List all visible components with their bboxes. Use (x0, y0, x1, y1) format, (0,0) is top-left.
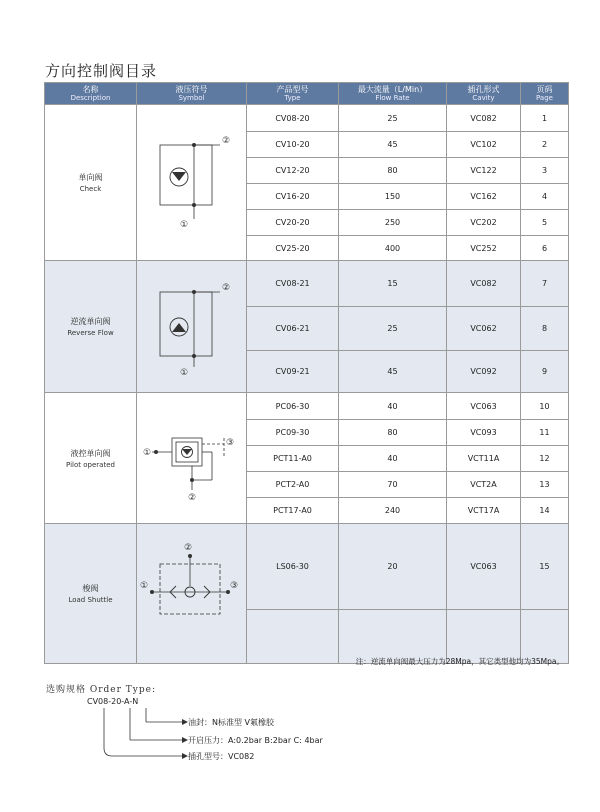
group-name-load-shuttle: 梭阀 Load Shuttle (45, 524, 137, 664)
cavity-cell: VC062 (447, 307, 521, 351)
flow-cell: 240 (339, 498, 447, 524)
type-cell: PC09-30 (247, 420, 339, 446)
type-cell: PCT2-A0 (247, 472, 339, 498)
flow-cell: 150 (339, 184, 447, 210)
group-name-check: 单向阀 Check (45, 105, 137, 261)
type-cell: PCT11-A0 (247, 446, 339, 472)
type-cell: CV12-20 (247, 158, 339, 184)
type-cell: PCT17-A0 (247, 498, 339, 524)
cavity-cell: VC093 (447, 420, 521, 446)
svg-text:③: ③ (225, 438, 234, 448)
pressure-note: 注：逆流单向阀最大压力为28Mpa，其它类型他均为35Mpa。 (355, 657, 564, 666)
type-cell: CV08-20 (247, 105, 339, 132)
page-cell: 5 (521, 210, 569, 236)
cavity-cell: VC252 (447, 236, 521, 261)
cavity-cell: VC063 (447, 524, 521, 610)
svg-text:①: ① (139, 580, 148, 591)
flow-cell: 40 (339, 446, 447, 472)
type-cell: CV16-20 (247, 184, 339, 210)
cavity-cell: VC202 (447, 210, 521, 236)
header-flow-rate: 最大流量（L/Min） Flow Rate (339, 83, 447, 105)
flow-cell: 25 (339, 105, 447, 132)
cavity-cell: VCT17A (447, 498, 521, 524)
flow-cell: 250 (339, 210, 447, 236)
svg-text:③: ③ (229, 580, 238, 591)
page-cell: 6 (521, 236, 569, 261)
order-cavity-option: 插孔型号：VC082 (188, 752, 255, 761)
flow-cell: 15 (339, 261, 447, 307)
type-cell: CV25-20 (247, 236, 339, 261)
flow-cell: 45 (339, 132, 447, 158)
flow-cell: 20 (339, 524, 447, 610)
cavity-cell: VC082 (447, 105, 521, 132)
svg-text:②: ② (221, 282, 230, 293)
page-cell: 14 (521, 498, 569, 524)
order-type-title: 选购规格 Order Type: (46, 685, 156, 695)
page-title: 方向控制阀目录 (45, 62, 158, 80)
cavity-cell: VC122 (447, 158, 521, 184)
page-cell: 11 (521, 420, 569, 446)
type-cell: CV06-21 (247, 307, 339, 351)
svg-text:①: ① (179, 219, 188, 230)
page-cell: 12 (521, 446, 569, 472)
flow-cell: 40 (339, 393, 447, 420)
type-cell: CV20-20 (247, 210, 339, 236)
type-cell: CV08-21 (247, 261, 339, 307)
cavity-cell: VC162 (447, 184, 521, 210)
type-cell: PC06-30 (247, 393, 339, 420)
page-cell: 2 (521, 132, 569, 158)
cavity-cell: VC092 (447, 351, 521, 393)
order-pressure-option: 开启压力：A:0.2bar B:2bar C: 4bar (188, 736, 323, 745)
header-description: 名称 Description (45, 83, 137, 105)
svg-text:②: ② (187, 493, 196, 503)
cavity-cell: VCT2A (447, 472, 521, 498)
svg-text:①: ① (142, 448, 151, 458)
cavity-cell: VC102 (447, 132, 521, 158)
header-symbol: 液压符号 Symbol (137, 83, 247, 105)
page-cell: 3 (521, 158, 569, 184)
page-cell: 7 (521, 261, 569, 307)
type-cell: CV10-20 (247, 132, 339, 158)
header-type: 产品型号 Type (247, 83, 339, 105)
header-cavity: 插孔形式 Cavity (447, 83, 521, 105)
svg-text:②: ② (221, 135, 230, 146)
flow-cell: 45 (339, 351, 447, 393)
svg-text:②: ② (183, 542, 192, 553)
group-name-pilot-operated: 液控单向阀 Pilot operated (45, 393, 137, 524)
flow-cell: 25 (339, 307, 447, 351)
header-page: 页码 Page (521, 83, 569, 105)
page-cell: 15 (521, 524, 569, 610)
page-cell: 1 (521, 105, 569, 132)
type-cell: LS06-30 (247, 524, 339, 610)
page-cell: 9 (521, 351, 569, 393)
type-cell: CV09-21 (247, 351, 339, 393)
group-name-reverse-flow: 逆流单向阀 Reverse Flow (45, 261, 137, 393)
page-cell: 4 (521, 184, 569, 210)
flow-cell: 400 (339, 236, 447, 261)
page-cell: 10 (521, 393, 569, 420)
cavity-cell: VC063 (447, 393, 521, 420)
cavity-cell: VCT11A (447, 446, 521, 472)
cavity-cell: VC082 (447, 261, 521, 307)
flow-cell: 80 (339, 158, 447, 184)
flow-cell: 70 (339, 472, 447, 498)
svg-text:①: ① (179, 367, 188, 378)
order-seal-option: 油封：N标准型 V氟橡胶 (188, 718, 274, 727)
flow-cell: 80 (339, 420, 447, 446)
page-cell: 8 (521, 307, 569, 351)
order-code: CV08-20-A-N (87, 697, 139, 706)
page-cell: 13 (521, 472, 569, 498)
